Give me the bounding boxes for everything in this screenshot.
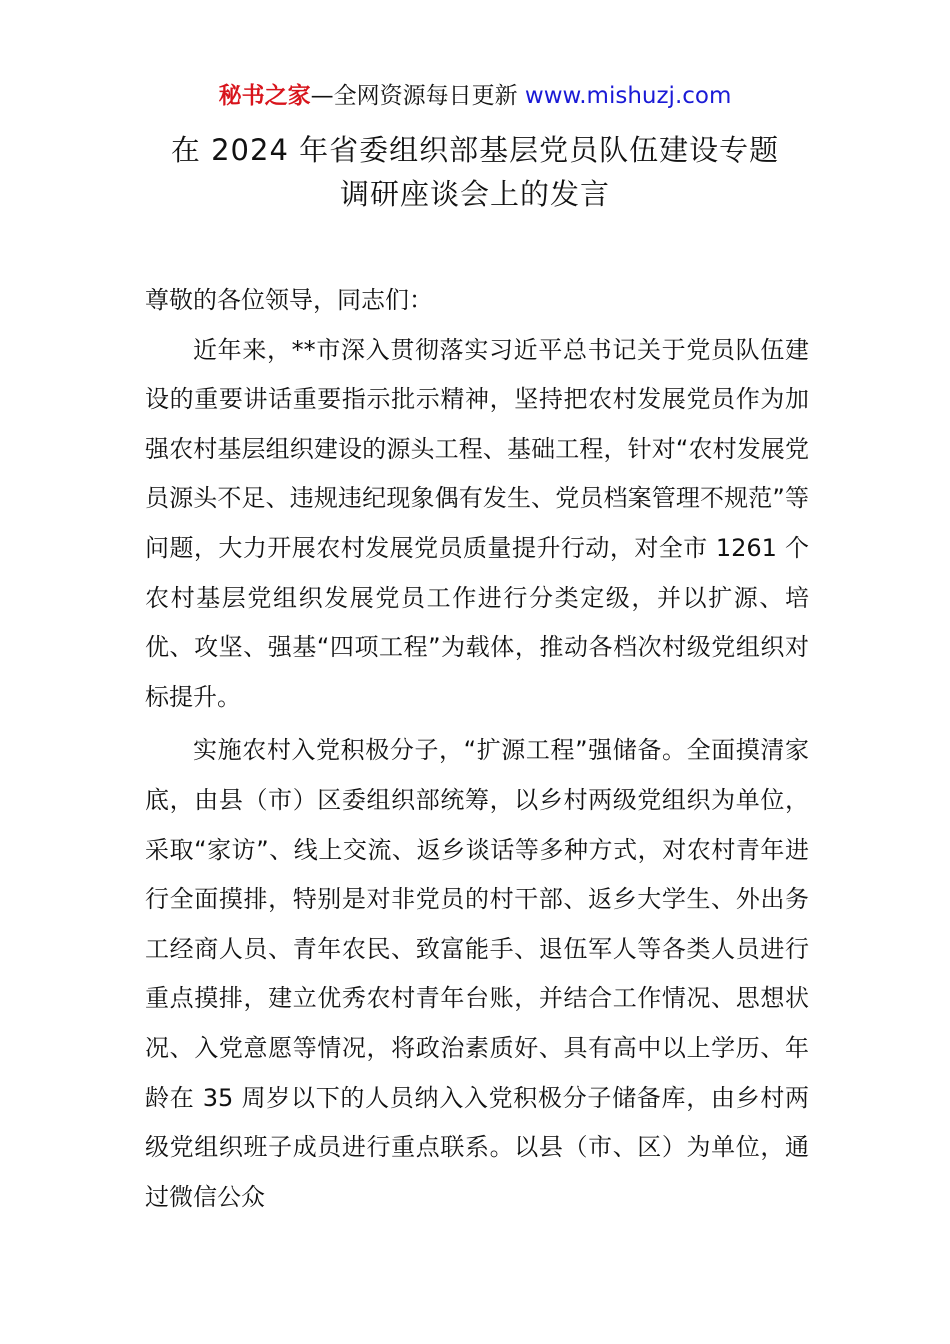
paragraph-1: 近年来，**市深入贯彻落实习近平总书记关于党员队伍建设的重要讲话重要指示批示精神，坚持把农村发展党员作为加强农村基层组织建设的源头工程、基础工程，针对“农村发展党员源头不足、违规违纪现象偶有发生、党员档案管理不规范”等问题，大力开展农村发展党员质量提升行动，对全市 1261 个农村基层党组织发展党员工作进行分类定级，并以扩源、培优、攻坚、强基“四项工程”为载体，推动各档次村级党组织对标提升。 — [145, 335, 809, 711]
site-url-link[interactable]: www.mishuzj.com — [524, 83, 732, 109]
title-line-2: 调研座谈会上的发言 — [339, 177, 610, 211]
salutation: 尊敬的各位领导，同志们： — [145, 286, 433, 314]
brand-name: 秘书之家 — [218, 83, 311, 109]
document-body — [145, 276, 809, 1222]
site-header — [0, 80, 950, 112]
header-tagline: —全网资源每日更新 — [310, 83, 525, 109]
title-line-1: 在 2024 年省委组织部基层党员队伍建设专题 — [170, 133, 780, 167]
paragraph-2: 实施农村入党积极分子，“扩源工程”强储备。全面摸清家底，由县（市）区委组织部统筹，以乡村两级党组织为单位，采取“家访”、线上交流、返乡谈话等多种方式，对农村青年进行全面摸排，特别是对非党员的村干部、返乡大学生、外出务工经商人员、青年农民、致富能手、退伍军人等各类人员进行重点摸排，建立优秀农村青年台账，并结合工作情况、思想状况、入党意愿等情况，将政治素质好、具有高中以上学历、年龄在 35 周岁以下的人员纳入入党积极分子储备库，由乡村两级党组织班子成员进行重点联系。以县（市、区）为单位，通过微信公众 — [145, 736, 809, 1211]
document-title — [0, 128, 950, 216]
